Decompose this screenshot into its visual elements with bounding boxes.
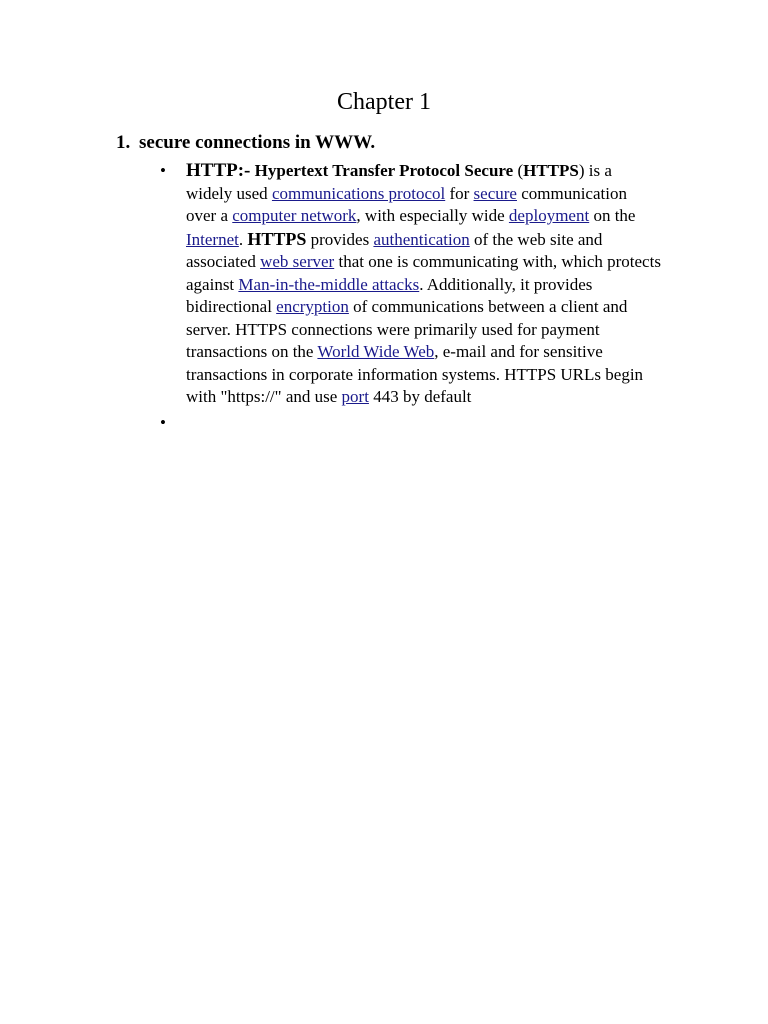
text-run: communication over a (186, 183, 627, 225)
link-web-server[interactable]: web server (260, 252, 335, 271)
text-run: of communications between a client and server. HTTPS connections were primarily used for payment transactions on the (186, 297, 628, 361)
https-term: HTTPS (247, 228, 307, 249)
link-communications-protocol[interactable]: communications protocol (271, 183, 446, 203)
text-run: , with especially wide (356, 206, 509, 225)
bullet-1-text (186, 160, 661, 409)
text-run: provides (306, 229, 374, 249)
text-run: . (238, 229, 248, 249)
link-internet[interactable]: Internet (186, 229, 239, 249)
section-heading-text: secure connections in WWW. (139, 132, 376, 153)
text-run: ( (513, 161, 524, 180)
text-run: . Additionally, it provides bidirectional (186, 274, 593, 316)
bullet-1-lead: HTTP:- (186, 160, 251, 181)
chapter-title: Chapter 1 (337, 89, 431, 115)
bullet-2-marker: • (160, 413, 166, 432)
text-run: on the (589, 206, 636, 225)
link-deployment[interactable]: deployment (508, 206, 590, 225)
section-heading (116, 130, 375, 156)
bullet-1-lead-title: Hypertext Transfer Protocol Secure (250, 161, 514, 180)
text-run: , e-mail and for sensitive transactions in corporate information systems. HTTPS URLs begin with "https://" and use (186, 342, 644, 406)
text-run: ) is a widely used (186, 161, 612, 203)
text-run: for (445, 183, 474, 203)
text-run: of the web site and associated (186, 229, 603, 271)
text-run: that one is communicating with, which protects against (186, 252, 661, 294)
text-run: 443 by default (368, 387, 472, 406)
section-number: 1. (116, 132, 131, 153)
link-authentication[interactable]: authentication (373, 229, 470, 249)
link-port[interactable]: port (341, 387, 369, 406)
link-computer-network[interactable]: computer network (232, 206, 357, 225)
https-term: HTTPS (523, 161, 579, 180)
bullet-1-marker: • (160, 161, 166, 180)
link-secure[interactable]: secure (473, 183, 517, 203)
link-world-wide-web[interactable]: World Wide Web (317, 342, 435, 361)
link-man-in-the-middle-attacks[interactable]: Man-in-the-middle attacks (238, 274, 420, 294)
link-encryption[interactable]: encryption (276, 297, 349, 316)
